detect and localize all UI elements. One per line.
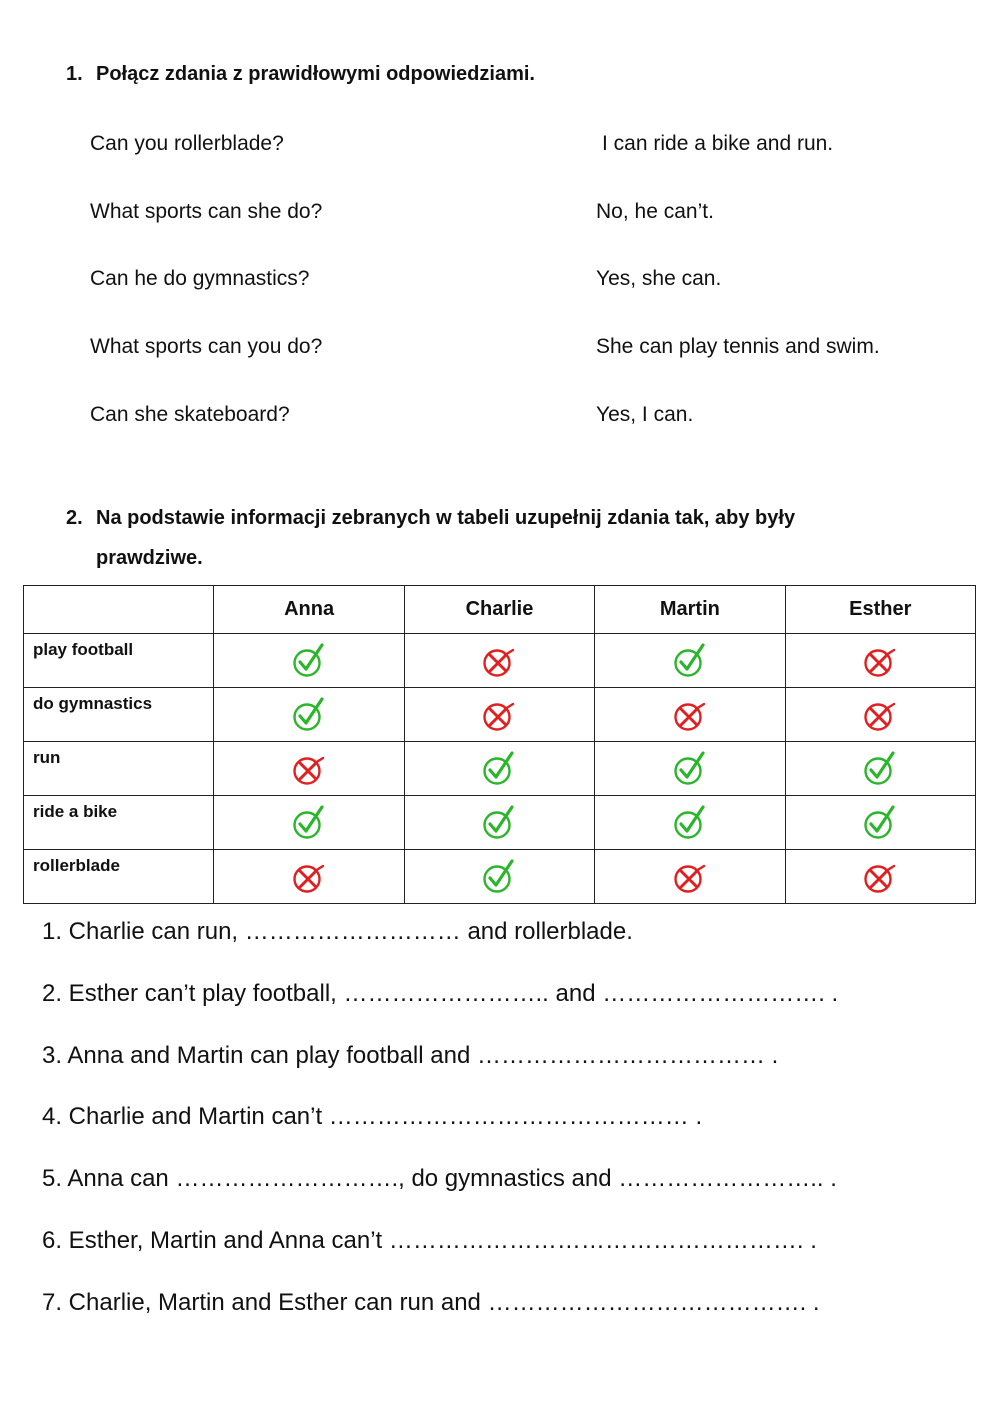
cross-icon	[482, 696, 516, 734]
sentence-4: 4. Charlie and Martin can’t ……………………………………… .	[42, 1103, 703, 1130]
table-header-row	[24, 586, 976, 634]
check-icon	[673, 642, 707, 680]
exercise-2-title-line2: prawdziwe.	[96, 547, 203, 569]
cross-mark-cell	[785, 634, 975, 688]
exercise-1-heading	[66, 54, 535, 94]
cross-mark-cell	[785, 688, 975, 742]
activity-label: rollerblade	[24, 850, 214, 904]
table-row	[24, 688, 976, 742]
exercise-2-number: 2.	[66, 507, 83, 529]
sports-table	[23, 585, 976, 904]
header-esther: Esther	[785, 586, 975, 634]
cross-mark-cell	[404, 688, 594, 742]
check-icon	[482, 804, 516, 842]
check-icon	[673, 750, 707, 788]
table-corner-cell	[24, 586, 214, 634]
question-1: Can you rollerblade?	[90, 132, 284, 155]
table-row	[24, 850, 976, 904]
activity-label: ride a bike	[24, 796, 214, 850]
check-mark-cell	[214, 634, 404, 688]
answer-4: She can play tennis and swim.	[596, 335, 880, 358]
header-anna: Anna	[214, 586, 404, 634]
answer-3: Yes, she can.	[596, 267, 722, 290]
header-charlie: Charlie	[404, 586, 594, 634]
cross-mark-cell	[404, 634, 594, 688]
exercise-1-title: Połącz zdania z prawidłowymi odpowiedziami.	[96, 63, 535, 85]
question-3: Can he do gymnastics?	[90, 267, 310, 290]
table-row	[24, 796, 976, 850]
sentence-2: 2. Esther can’t play football, …………………….. and ………………………. .	[42, 980, 839, 1007]
check-mark-cell	[785, 796, 975, 850]
check-icon	[292, 642, 326, 680]
cross-mark-cell	[214, 742, 404, 796]
table-row	[24, 634, 976, 688]
check-mark-cell	[595, 634, 785, 688]
answer-2: No, he can’t.	[596, 200, 714, 223]
cross-icon	[482, 642, 516, 680]
activity-label: do gymnastics	[24, 688, 214, 742]
question-2: What sports can she do?	[90, 200, 323, 223]
answer-1: I can ride a bike and run.	[602, 132, 834, 155]
check-mark-cell	[404, 742, 594, 796]
check-mark-cell	[214, 688, 404, 742]
cross-mark-cell	[595, 850, 785, 904]
cross-icon	[673, 858, 707, 896]
activity-label: play football	[24, 634, 214, 688]
check-mark-cell	[785, 742, 975, 796]
activity-label: run	[24, 742, 214, 796]
check-icon	[292, 804, 326, 842]
cross-mark-cell	[214, 850, 404, 904]
question-4: What sports can you do?	[90, 335, 323, 358]
check-icon	[673, 804, 707, 842]
exercise-2-title-line1: Na podstawie informacji zebranych w tabeli uzupełnij zdania tak, aby były	[96, 507, 796, 529]
sentence-7: 7. Charlie, Martin and Esther can run and …………………………………. .	[42, 1289, 820, 1316]
cross-icon	[292, 750, 326, 788]
check-mark-cell	[404, 796, 594, 850]
cross-icon	[292, 858, 326, 896]
sentence-5: 5. Anna can ………………………., do gymnastics and …………………….. .	[42, 1165, 837, 1192]
exercise-1-number: 1.	[66, 63, 83, 85]
answer-5: Yes, I can.	[596, 403, 694, 426]
check-mark-cell	[595, 742, 785, 796]
check-icon	[482, 858, 516, 896]
cross-mark-cell	[595, 688, 785, 742]
cross-icon	[863, 858, 897, 896]
sentence-6: 6. Esther, Martin and Anna can’t ……………………………………………. .	[42, 1227, 817, 1254]
check-mark-cell	[595, 796, 785, 850]
cross-icon	[673, 696, 707, 734]
cross-icon	[863, 696, 897, 734]
check-mark-cell	[404, 850, 594, 904]
cross-icon	[863, 642, 897, 680]
check-icon	[482, 750, 516, 788]
sentence-3: 3. Anna and Martin can play football and ……………………………… .	[42, 1042, 779, 1069]
check-icon	[863, 804, 897, 842]
check-mark-cell	[214, 796, 404, 850]
sentence-1: 1. Charlie can run, ……………………… and rollerblade.	[42, 918, 633, 945]
header-martin: Martin	[595, 586, 785, 634]
check-icon	[292, 696, 326, 734]
question-5: Can she skateboard?	[90, 403, 290, 426]
check-icon	[863, 750, 897, 788]
table-row	[24, 742, 976, 796]
exercise-2-heading	[66, 498, 795, 578]
cross-mark-cell	[785, 850, 975, 904]
